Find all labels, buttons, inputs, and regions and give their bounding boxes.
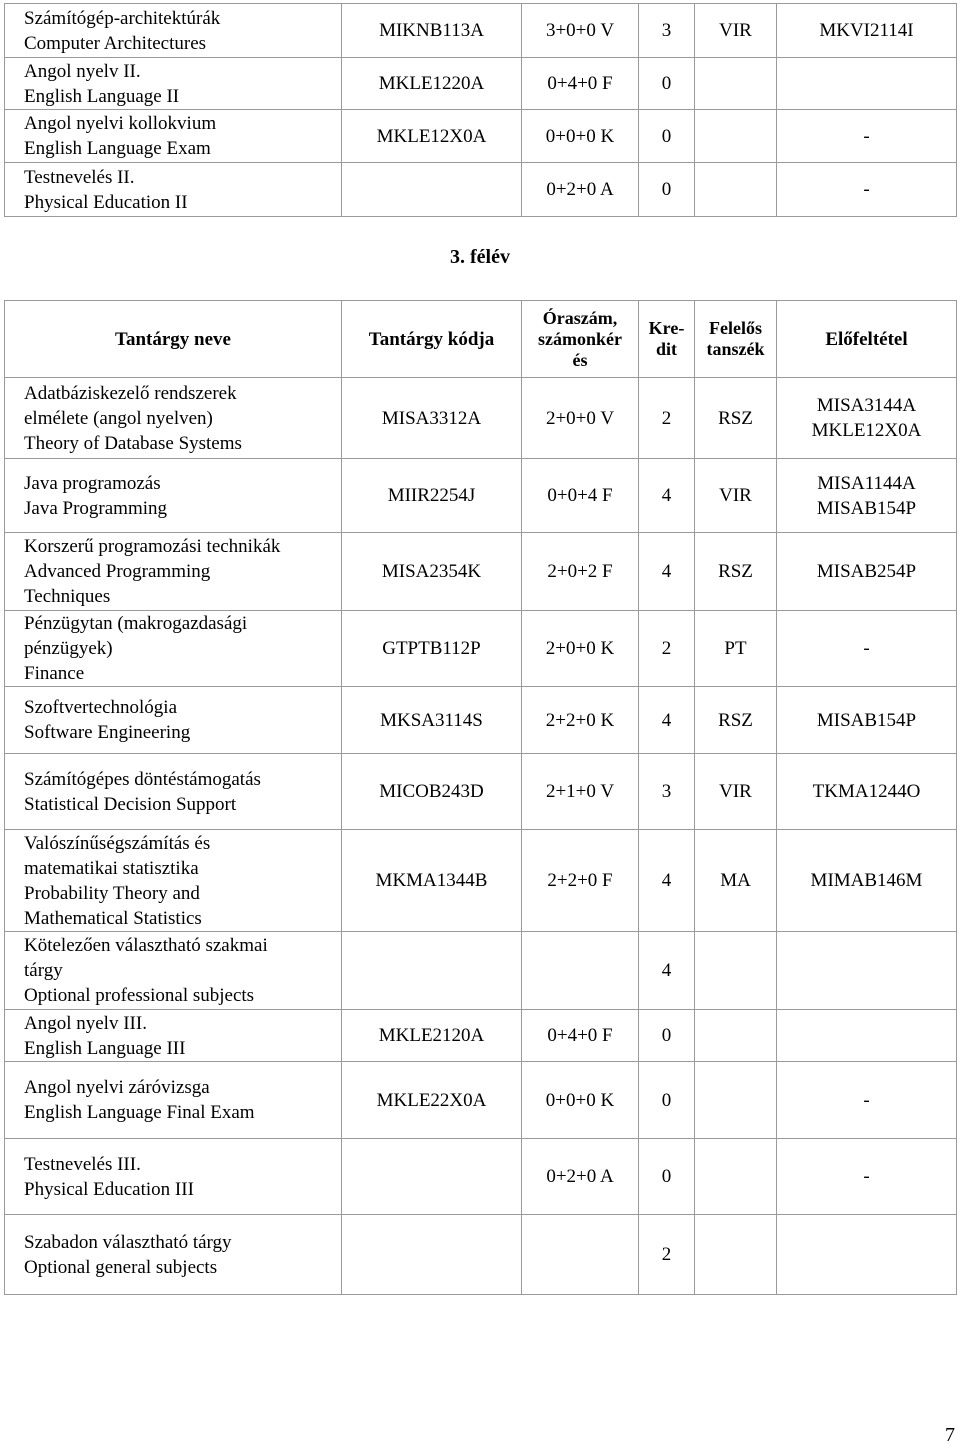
hours-value: 0+0+0 xyxy=(545,125,596,147)
hours-value: 2+2+0 xyxy=(547,870,598,891)
department-cell xyxy=(695,110,777,163)
subject-name-line: Valószínűségszámítás és xyxy=(24,832,211,854)
subject-code-cell: MKLE22X0A xyxy=(342,1062,522,1139)
hours-cell xyxy=(522,163,639,217)
subject-name-line: Szoftvertechnológia xyxy=(24,697,178,718)
department-cell xyxy=(695,1062,777,1139)
subject-name-line: English Language Final Exam xyxy=(24,1102,255,1123)
hours-cell xyxy=(522,1062,639,1139)
header-credit xyxy=(639,301,695,378)
header-credit-line-2: dit xyxy=(655,339,677,359)
subject-name-cell xyxy=(5,459,342,533)
credit-cell: 3 xyxy=(639,754,695,830)
exam-type: A xyxy=(599,1166,614,1187)
department-cell: VIR xyxy=(695,459,777,533)
prerequisite-cell xyxy=(777,754,957,830)
prerequisite-line: MIMAB146M xyxy=(810,870,923,891)
prerequisite-line: - xyxy=(863,179,870,200)
previous-semester-body xyxy=(5,4,957,217)
subject-name-line: pénzügyek) xyxy=(24,638,113,659)
subject-code-cell xyxy=(342,1139,522,1215)
table-row xyxy=(5,58,957,110)
subject-name-line: Theory of Database Systems xyxy=(24,432,242,454)
semester-3-body xyxy=(5,378,957,1295)
hours-value: 2+1+0 xyxy=(545,781,596,802)
hours-value: 0+2+0 xyxy=(546,1166,597,1187)
hours-cell xyxy=(522,687,639,754)
department-cell: PT xyxy=(695,611,777,687)
subject-name-line: Physical Education III xyxy=(24,1178,194,1200)
table-row xyxy=(5,533,957,611)
prerequisite-cell xyxy=(777,1139,957,1215)
subject-name-line: Pénzügytan (makrogazdasági xyxy=(24,613,248,634)
subject-name-cell xyxy=(5,687,342,754)
subject-name-line: Korszerű programozási technikák xyxy=(24,536,281,557)
hours-value: 0+0+0 xyxy=(545,1089,596,1111)
exam-type: K xyxy=(600,638,615,659)
subject-code-cell xyxy=(342,1215,522,1295)
table-row xyxy=(5,378,957,459)
header-credit-line-1: Kre- xyxy=(648,318,685,338)
hours-value: 2+2+0 xyxy=(545,709,596,731)
prerequisite-line: - xyxy=(863,638,870,659)
subject-name-cell xyxy=(5,1010,342,1062)
table-row xyxy=(5,459,957,533)
department-cell: RSZ xyxy=(695,533,777,611)
subject-name-line: Finance xyxy=(24,663,85,684)
credit-cell: 0 xyxy=(639,1062,695,1139)
prerequisite-line: MISAB154P xyxy=(816,709,917,731)
subject-name-cell xyxy=(5,754,342,830)
hours-value: 0+0+4 xyxy=(547,485,598,506)
subject-name-line: elmélete (angol nyelven) xyxy=(24,407,213,429)
hours-value: 3+0+0 xyxy=(545,20,596,41)
subject-code-cell xyxy=(342,932,522,1010)
previous-semester-table xyxy=(4,3,957,217)
subject-name-line: Számítógép-architektúrák xyxy=(24,7,221,29)
table-row xyxy=(5,687,957,754)
department-cell: RSZ xyxy=(695,687,777,754)
hours-cell xyxy=(522,1215,639,1295)
subject-name-line: Angol nyelvi kollokvium xyxy=(24,113,217,134)
subject-name-cell xyxy=(5,1139,342,1215)
subject-name-line: matematikai statisztika xyxy=(24,857,199,879)
prerequisite-line: - xyxy=(863,1089,870,1111)
hours-value: 0+4+0 xyxy=(547,73,598,94)
department-cell: VIR xyxy=(695,4,777,58)
table-row xyxy=(5,1010,957,1062)
exam-type: K xyxy=(600,125,615,147)
table-row xyxy=(5,754,957,830)
prerequisite-line: - xyxy=(863,1166,870,1187)
prerequisite-cell xyxy=(777,611,957,687)
prerequisite-cell xyxy=(777,687,957,754)
exam-type: F xyxy=(602,1025,613,1046)
department-cell xyxy=(695,58,777,110)
subject-name-line: Probability Theory and xyxy=(24,882,200,904)
subject-name-cell xyxy=(5,58,342,110)
semester-title: 3. félév xyxy=(450,246,510,268)
subject-code-cell: MIKNB113A xyxy=(342,4,522,58)
prerequisite-cell xyxy=(777,58,957,110)
credit-cell: 3 xyxy=(639,4,695,58)
prerequisite-cell xyxy=(777,932,957,1010)
table-row xyxy=(5,163,957,217)
table-row xyxy=(5,110,957,163)
credit-cell: 4 xyxy=(639,459,695,533)
header-dept-line-1: Felelős xyxy=(709,318,762,338)
subject-name-line: Adatbáziskezelő rendszerek xyxy=(24,382,237,404)
subject-name-line: Angol nyelv III. xyxy=(24,1012,147,1034)
subject-name-cell xyxy=(5,163,342,217)
hours-cell xyxy=(522,1010,639,1062)
table-row xyxy=(5,1139,957,1215)
hours-value: 2+0+0 xyxy=(545,407,596,429)
exam-type: F xyxy=(602,73,613,94)
department-cell xyxy=(695,1010,777,1062)
prerequisite-line: TKMA1244O xyxy=(812,781,921,802)
subject-name-line: Advanced Programming xyxy=(24,561,211,582)
credit-cell: 4 xyxy=(639,830,695,932)
subject-name-line: Angol nyelv II. xyxy=(24,60,141,82)
subject-name-cell xyxy=(5,110,342,163)
prerequisite-cell xyxy=(777,1215,957,1295)
subject-code-cell: MICOB243D xyxy=(342,754,522,830)
department-cell: VIR xyxy=(695,754,777,830)
page-number: 7 xyxy=(945,1424,955,1446)
subject-code-cell: MISA2354K xyxy=(342,533,522,611)
header-hours-line-3: és xyxy=(572,349,588,370)
prerequisite-line: MKVI2114I xyxy=(819,20,914,41)
subject-name-line: Testnevelés III. xyxy=(24,1153,141,1175)
subject-name-cell xyxy=(5,830,342,932)
prerequisite-cell xyxy=(777,163,957,217)
header-subject-code: Tantárgy kódja xyxy=(342,301,522,378)
subject-name-line: Szabadon választható tárgy xyxy=(24,1231,232,1253)
subject-name-line: English Language Exam xyxy=(24,138,211,159)
header-department xyxy=(695,301,777,378)
table-row xyxy=(5,611,957,687)
header-prerequisite: Előfeltétel xyxy=(777,301,957,378)
hours-cell xyxy=(522,110,639,163)
exam-type: A xyxy=(599,179,614,200)
department-cell xyxy=(695,932,777,1010)
hours-cell xyxy=(522,459,639,533)
header-subject-name: Tantárgy neve xyxy=(5,301,342,378)
credit-cell: 4 xyxy=(639,533,695,611)
prerequisite-line: MISAB254P xyxy=(816,561,917,582)
hours-cell xyxy=(522,932,639,1010)
subject-name-line: Computer Architectures xyxy=(24,32,207,54)
hours-value: 0+4+0 xyxy=(547,1025,598,1046)
subject-code-cell: MISA3312A xyxy=(342,378,522,459)
subject-code-cell: MKLE1220A xyxy=(342,58,522,110)
subject-name-line: Mathematical Statistics xyxy=(24,907,202,929)
subject-name-cell xyxy=(5,611,342,687)
subject-name-line: Testnevelés II. xyxy=(24,166,135,188)
hours-value: 0+2+0 xyxy=(546,179,597,200)
department-cell: RSZ xyxy=(695,378,777,459)
subject-name-line: Angol nyelvi záróvizsga xyxy=(24,1077,210,1098)
department-cell xyxy=(695,1215,777,1295)
prerequisite-cell xyxy=(777,1062,957,1139)
table-row xyxy=(5,1062,957,1139)
header-hours-line-2: számonkér xyxy=(538,328,622,349)
subject-name-cell xyxy=(5,1215,342,1295)
hours-cell xyxy=(522,611,639,687)
subject-name-line: Physical Education II xyxy=(24,191,188,213)
subject-name-cell xyxy=(5,932,342,1010)
credit-cell: 0 xyxy=(639,163,695,217)
subject-name-line: Java programozás xyxy=(24,472,161,494)
subject-name-line: Optional professional subjects xyxy=(24,985,255,1006)
exam-type: F xyxy=(602,870,613,891)
prerequisite-line: MISA3144A xyxy=(816,395,917,416)
credit-cell: 2 xyxy=(639,378,695,459)
credit-cell: 0 xyxy=(639,1139,695,1215)
exam-type: V xyxy=(600,20,615,41)
exam-type: V xyxy=(600,781,615,802)
subject-name-cell xyxy=(5,4,342,58)
table-row xyxy=(5,830,957,932)
subject-name-cell xyxy=(5,533,342,611)
subject-name-line: Optional general subjects xyxy=(24,1256,218,1278)
department-cell xyxy=(695,1139,777,1215)
subject-name-cell xyxy=(5,378,342,459)
hours-value: 2+0+0 xyxy=(545,638,596,659)
header-row xyxy=(5,301,957,378)
semester-3-table xyxy=(4,300,957,1295)
hours-cell xyxy=(522,754,639,830)
subject-code-cell: MKMA1344B xyxy=(342,830,522,932)
subject-name-line: English Language II xyxy=(24,85,180,107)
exam-type: K xyxy=(600,709,615,731)
credit-cell: 0 xyxy=(639,110,695,163)
subject-code-cell: MKLE12X0A xyxy=(342,110,522,163)
hours-cell xyxy=(522,830,639,932)
subject-code-cell: MIIR2254J xyxy=(342,459,522,533)
subject-code-cell: GTPTB112P xyxy=(342,611,522,687)
table-row xyxy=(5,4,957,58)
subject-name-line: Statistical Decision Support xyxy=(24,793,237,815)
prerequisite-line: - xyxy=(863,125,870,147)
hours-cell xyxy=(522,1139,639,1215)
subject-name-line: English Language III xyxy=(24,1037,186,1059)
hours-cell xyxy=(522,378,639,459)
subject-name-line: Java Programming xyxy=(24,497,168,519)
credit-cell: 4 xyxy=(639,687,695,754)
prerequisite-line: MISA1144A xyxy=(817,472,916,494)
subject-name-line: Kötelezően választható szakmai xyxy=(24,935,268,956)
subject-code-cell xyxy=(342,163,522,217)
prerequisite-cell xyxy=(777,459,957,533)
exam-type: F xyxy=(602,561,613,582)
credit-cell: 2 xyxy=(639,1215,695,1295)
department-cell: MA xyxy=(695,830,777,932)
credit-cell: 0 xyxy=(639,1010,695,1062)
subject-name-line: Software Engineering xyxy=(24,722,191,743)
hours-cell xyxy=(522,58,639,110)
prerequisite-cell xyxy=(777,1010,957,1062)
table-row xyxy=(5,932,957,1010)
subject-code-cell: MKLE2120A xyxy=(342,1010,522,1062)
prerequisite-cell xyxy=(777,4,957,58)
exam-type: V xyxy=(600,407,615,429)
table-row xyxy=(5,1215,957,1295)
header-hours-line-1: Óraszám, xyxy=(542,307,618,328)
hours-cell xyxy=(522,4,639,58)
exam-type: F xyxy=(602,485,613,506)
prerequisite-line: MKLE12X0A xyxy=(811,420,922,441)
header-hours xyxy=(522,301,639,378)
subject-code-cell: MKSA3114S xyxy=(342,687,522,754)
subject-name-line: Számítógépes döntéstámogatás xyxy=(24,768,261,790)
prerequisite-cell xyxy=(777,533,957,611)
exam-type: K xyxy=(600,1089,615,1111)
subject-name-line: Techniques xyxy=(24,586,111,607)
subject-name-line: tárgy xyxy=(24,960,63,981)
prerequisite-line: MISAB154P xyxy=(816,497,917,519)
prerequisite-cell xyxy=(777,378,957,459)
credit-cell: 2 xyxy=(639,611,695,687)
header-dept-line-2: tanszék xyxy=(706,339,765,359)
department-cell xyxy=(695,163,777,217)
hours-cell xyxy=(522,533,639,611)
credit-cell: 0 xyxy=(639,58,695,110)
credit-cell: 4 xyxy=(639,932,695,1010)
subject-name-cell xyxy=(5,1062,342,1139)
prerequisite-cell xyxy=(777,110,957,163)
hours-value: 2+0+2 xyxy=(547,561,598,582)
prerequisite-cell xyxy=(777,830,957,932)
